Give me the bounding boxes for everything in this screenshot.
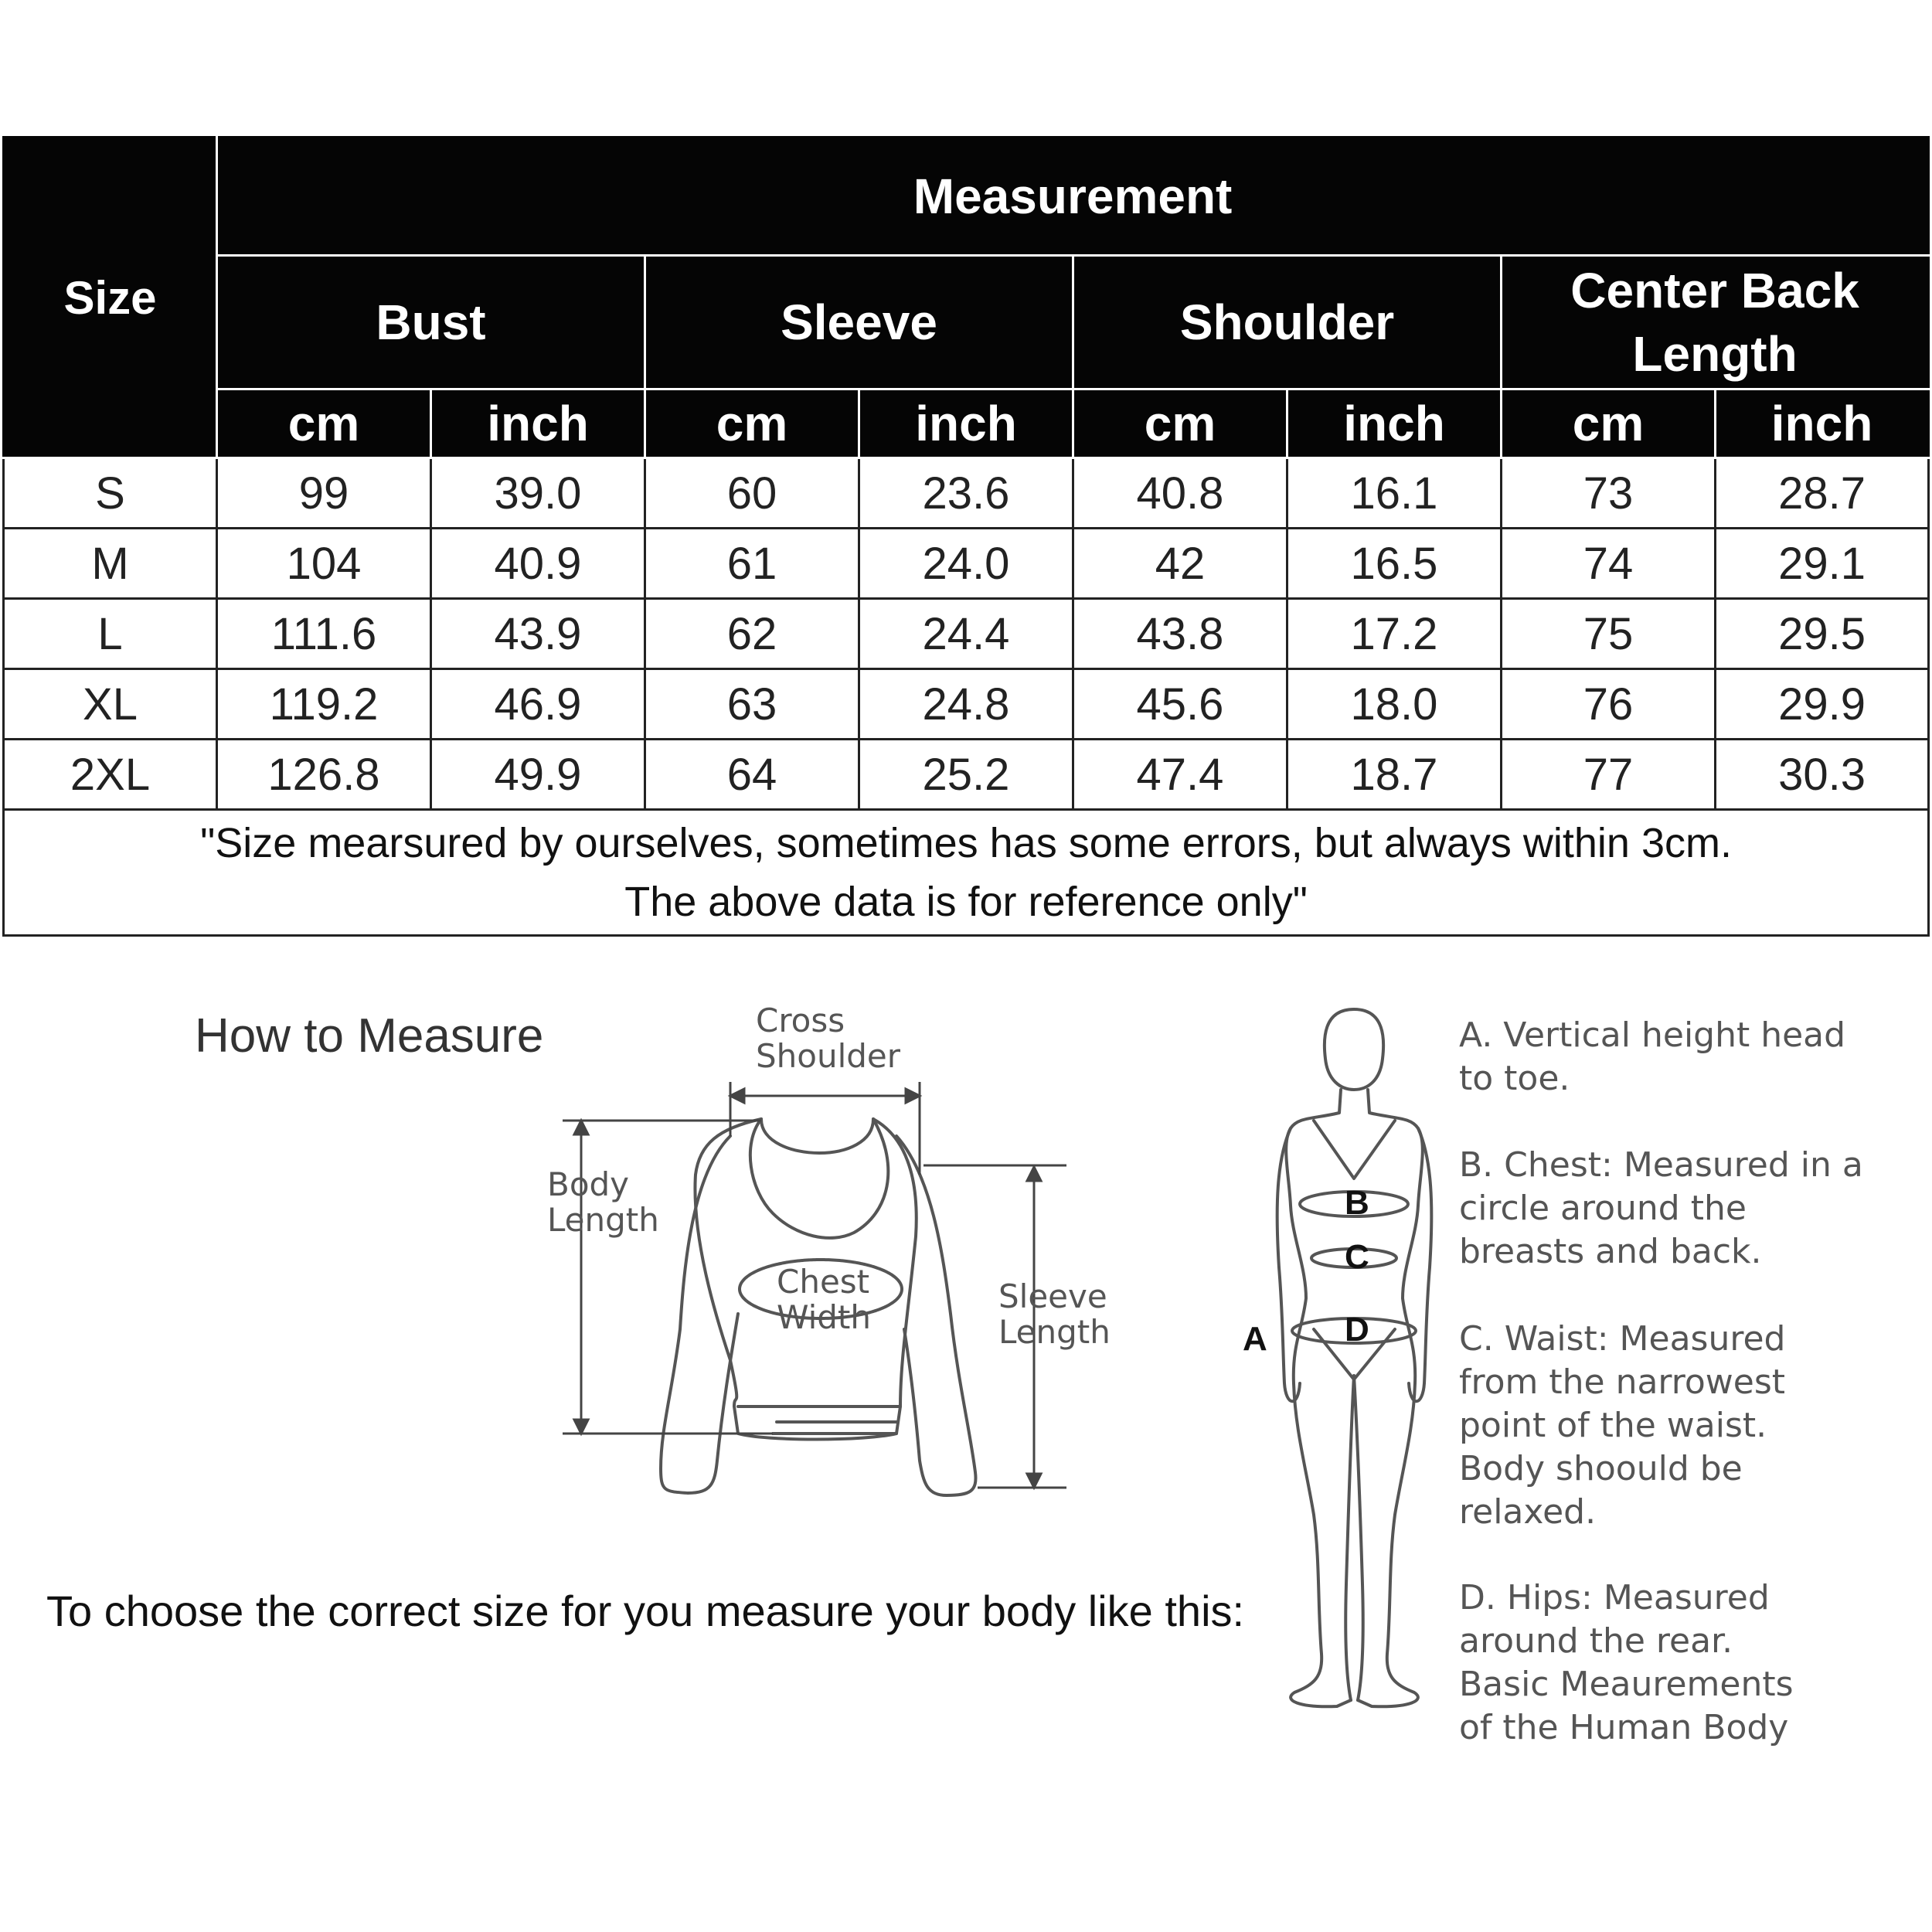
unit-header: inch [859,389,1073,458]
measurement-cell: 73 [1502,458,1716,529]
how-to-measure-title: How to Measure [195,1009,544,1063]
measurement-header: Measurement [217,138,1929,256]
measurement-cell: 99 [217,458,431,529]
measurement-cell: 16.1 [1287,458,1502,529]
measurement-cell: 119.2 [217,669,431,740]
measurement-cell: 16.5 [1287,529,1502,599]
measurement-cell: 47.4 [1073,740,1287,810]
measurement-cell: 24.8 [859,669,1073,740]
chest-width-label-line-2: Width [777,1298,872,1336]
unit-header: inch [1716,389,1929,458]
measurement-cell: 25.2 [859,740,1073,810]
size-header: Size [4,138,217,458]
measurement-cell: 17.2 [1287,599,1502,669]
measurement-cell: 60 [645,458,859,529]
unit-header: cm [217,389,431,458]
size-cell: L [4,599,217,669]
cross-shoulder-label-line-1: Cross [756,1002,845,1039]
measurement-cell: 76 [1502,669,1716,740]
measurement-cell: 61 [645,529,859,599]
measurement-cell: 62 [645,599,859,669]
measurement-cell: 29.5 [1716,599,1929,669]
measurement-cell: 77 [1502,740,1716,810]
measurement-cell: 24.0 [859,529,1073,599]
measurement-cell: 43.8 [1073,599,1287,669]
measurement-cell: 43.9 [431,599,645,669]
figure-head [1325,1009,1383,1090]
size-cell: XL [4,669,217,740]
body-length-label-line-1: Body [547,1165,630,1203]
measurement-cell: 111.6 [217,599,431,669]
unit-header: cm [1073,389,1287,458]
shoulder-header: Shoulder [1073,256,1502,389]
sleeve-length-label-line-1: Sleeve [998,1277,1107,1315]
measurement-cell: 42 [1073,529,1287,599]
measurement-cell: 18.0 [1287,669,1502,740]
measurement-cell: 64 [645,740,859,810]
measurement-cell: 40.9 [431,529,645,599]
bust-header: Bust [217,256,645,389]
body-letter-a: A [1243,1320,1267,1358]
measurement-cell: 126.8 [217,740,431,810]
measurement-cell: 28.7 [1716,458,1929,529]
unit-header: inch [431,389,645,458]
measurement-cell: 24.4 [859,599,1073,669]
measurement-cell: 30.3 [1716,740,1929,810]
size-note-line-1: "Size mearsured by ourselves, sometimes has some errors, but always within 3cm. [200,820,1732,866]
sleeve-length-label-line-2: Length [998,1313,1111,1351]
body-length-label-line-2: Length [547,1201,659,1239]
measurement-cell: 74 [1502,529,1716,599]
measurement-cell: 49.9 [431,740,645,810]
measurement-cell: 18.7 [1287,740,1502,810]
body-letter-b: B [1345,1184,1369,1222]
description-d: D. Hips: Measured around the rear. Basic Meaurements of the Human Body [1459,1578,1794,1747]
size-cell: S [4,458,217,529]
measurement-cell: 29.9 [1716,669,1929,740]
unit-header: inch [1287,389,1502,458]
measurement-cell: 40.8 [1073,458,1287,529]
description-a: A. Vertical height head to toe. [1459,1015,1846,1098]
center-back-length-label: Center Back Length [1570,263,1859,382]
size-cell: 2XL [4,740,217,810]
description-b: B. Chest: Measured in a circle around the breasts and back. [1459,1145,1863,1271]
cross-shoulder-label-line-2: Shoulder [756,1037,901,1075]
measurement-cell: 29.1 [1716,529,1929,599]
body-letter-d: D [1345,1311,1369,1349]
size-note-line-2: The above data is for reference only" [624,879,1308,925]
figure-inner-legs [1345,1376,1363,1700]
sleeve-header: Sleeve [645,256,1073,389]
measurement-cell: 75 [1502,599,1716,669]
measurement-cell: 39.0 [431,458,645,529]
body-letter-c: C [1345,1238,1369,1276]
unit-header: cm [1502,389,1716,458]
unit-header: cm [645,389,859,458]
measurement-cell: 104 [217,529,431,599]
choose-size-instruction: To choose the correct size for you measure your body like this: [46,1587,1245,1635]
measurement-cell: 23.6 [859,458,1073,529]
measurement-cell: 63 [645,669,859,740]
size-cell: M [4,529,217,599]
chest-width-label-line-1: Chest [777,1263,870,1301]
measurement-cell: 45.6 [1073,669,1287,740]
description-c: C. Waist: Measured from the narrowest point of the waist. Body shoould be relaxed. [1459,1319,1786,1532]
measurement-cell: 46.9 [431,669,645,740]
